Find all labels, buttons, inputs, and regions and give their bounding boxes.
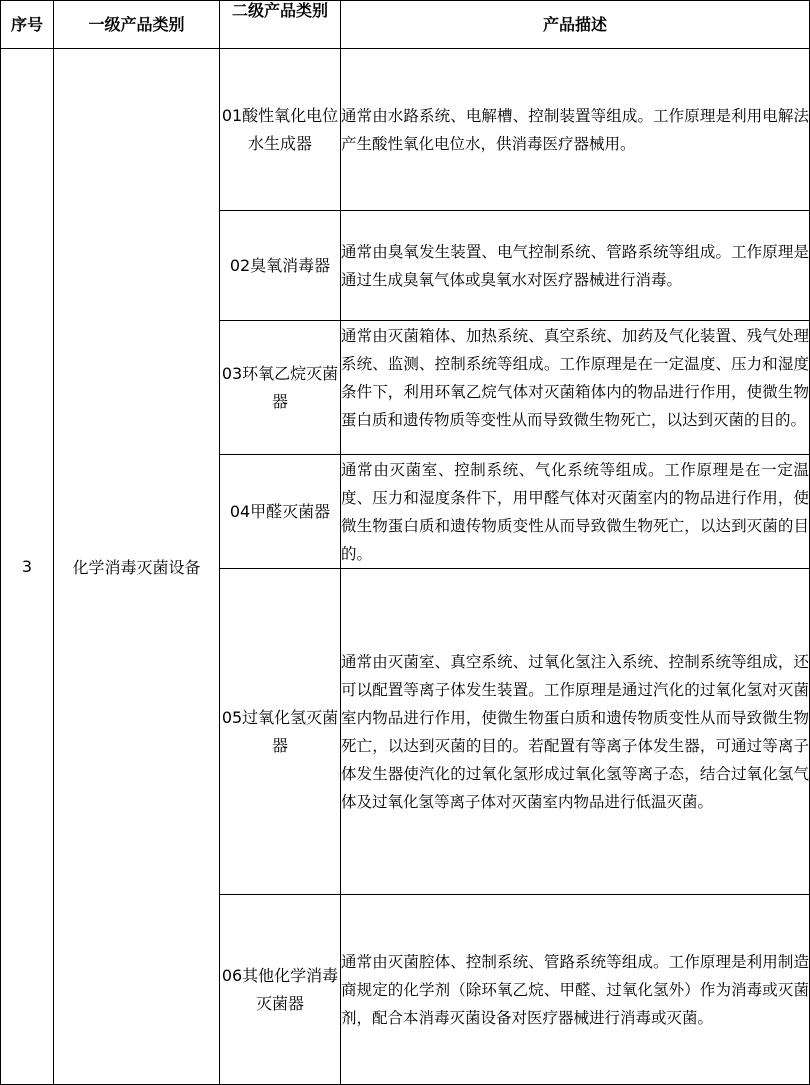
description-cell: 通常由水路系统、电解槽、控制装置等组成。工作原理是利用电解法产生酸性氧化电位水，供消毒医疗器械用。 <box>341 49 810 211</box>
header-description: 产品描述 <box>341 1 810 49</box>
description-cell: 通常由灭菌室、控制系统、气化系统等组成。工作原理是在一定温度、压力和湿度条件下，用甲醛气体对灭菌室内的物品进行作用，使微生物蛋白质和遗传物质变性从而导致微生物死亡，以达到灭菌的目的。 <box>341 455 810 569</box>
group-category: 化学消毒灭菌设备 <box>54 49 220 1085</box>
group-number: 3 <box>1 49 54 1085</box>
header-row <box>1 1 810 49</box>
subcategory-cell: 04甲醛灭菌器 <box>220 455 341 569</box>
subcategory-cell: 06其他化学消毒灭菌器 <box>220 895 341 1085</box>
table-row <box>1 49 810 211</box>
description-cell: 通常由灭菌箱体、加热系统、真空系统、加药及气化装置、残气处理系统、监测、控制系统等组成。工作原理是在一定温度、压力和湿度条件下，利用环氧乙烷气体对灭菌箱体内的物品进行作用，使微生物蛋白质和遗传物质等变性从而导致微生物死亡，以达到灭菌的目的。 <box>341 321 810 455</box>
description-cell: 通常由灭菌腔体、控制系统、管路系统等组成。工作原理是利用制造商规定的化学剂（除环氧乙烷、甲醛、过氧化氢外）作为消毒或灭菌剂，配合本消毒灭菌设备对医疗器械进行消毒或灭菌。 <box>341 895 810 1085</box>
description-cell: 通常由灭菌室、真空系统、过氧化氢注入系统、控制系统等组成，还可以配置等离子体发生装置。工作原理是通过汽化的过氧化氢对灭菌室内物品进行作用，使微生物蛋白质和遗传物质变性从而导致微生物死亡，以达到灭菌的目的。若配置有等离子体发生器，可通过等离子体发生器使汽化的过氧化氢形成过氧化氢等离子态，结合过氧化氢气体及过氧化氢等离子体对灭菌室内物品进行低温灭菌。 <box>341 569 810 895</box>
subcategory-cell: 03环氧乙烷灭菌器 <box>220 321 341 455</box>
header-category-level2: 二级产品类别 <box>220 1 341 49</box>
header-category-level1: 一级产品类别 <box>54 1 220 49</box>
subcategory-cell: 01酸性氧化电位水生成器 <box>220 49 341 211</box>
description-cell: 通常由臭氧发生装置、电气控制系统、管路系统等组成。工作原理是通过生成臭氧气体或臭氧水对医疗器械进行消毒。 <box>341 211 810 321</box>
subcategory-cell: 05过氧化氢灭菌器 <box>220 569 341 895</box>
subcategory-cell: 02臭氧消毒器 <box>220 211 341 321</box>
header-number: 序号 <box>1 1 54 49</box>
